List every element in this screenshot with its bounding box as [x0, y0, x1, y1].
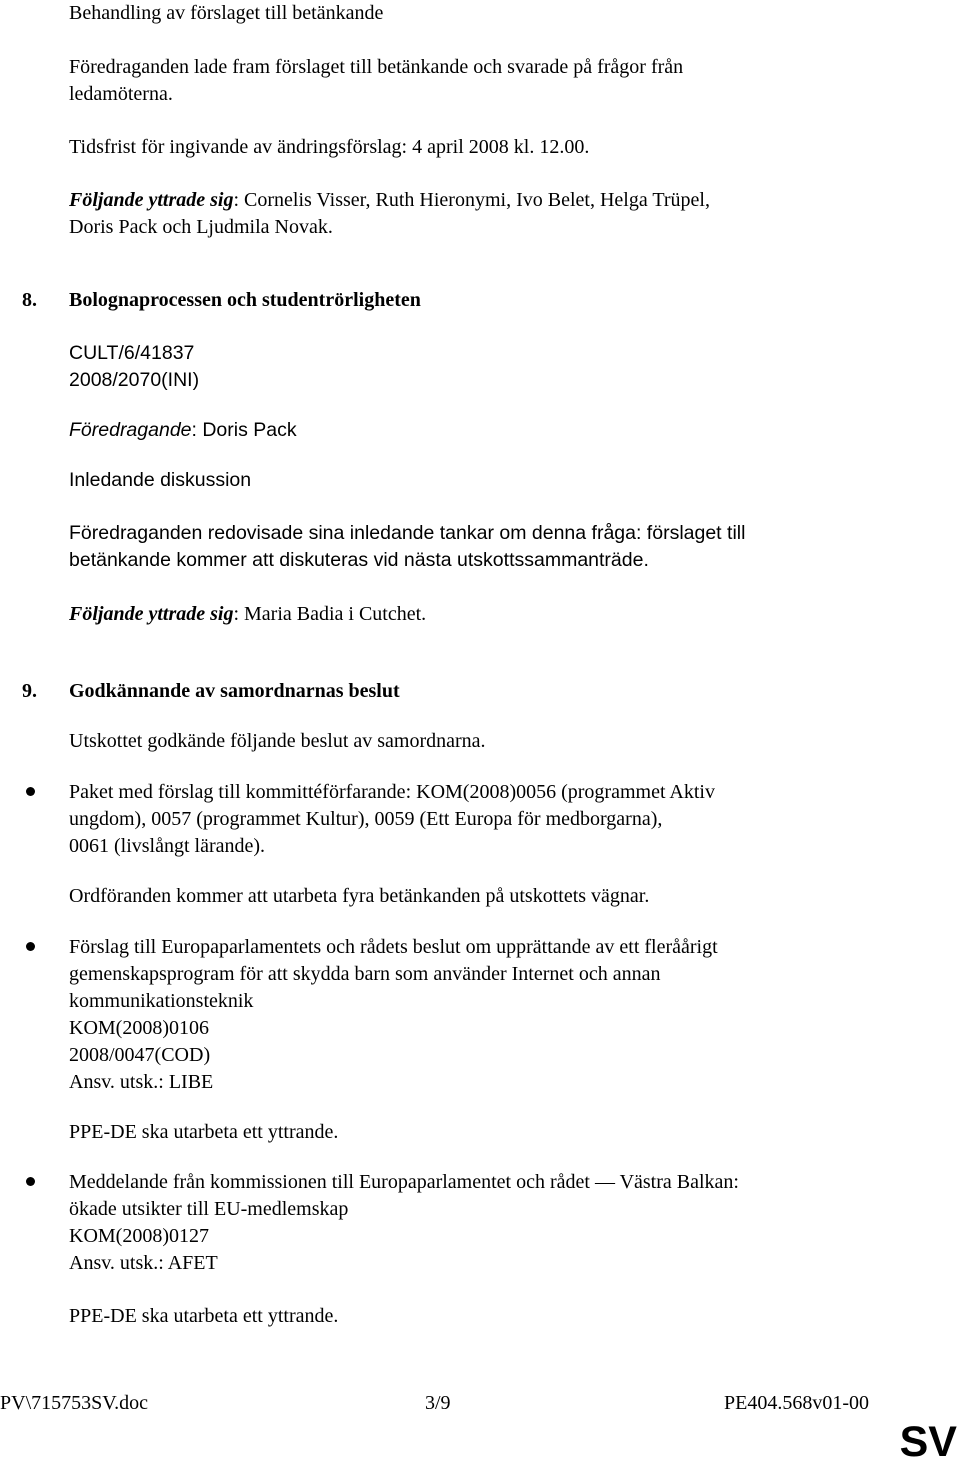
speakers-label: Följande yttrade sig — [69, 603, 234, 625]
item-number: 9. — [22, 680, 37, 702]
bullet-note: PPE-DE ska utarbeta ett yttrande. — [69, 1305, 339, 1327]
item-number: 8. — [22, 289, 37, 311]
procedure-ref: 2008/2070(INI) — [69, 369, 200, 391]
deadline-text: Tidsfrist för ingivande av ändringsförslag: 4 april 2008 kl. 12.00. — [69, 136, 590, 158]
bullet-line: ökade utsikter till EU-medlemskap — [69, 1198, 349, 1220]
paragraph-line: Föredraganden lade fram förslaget till betänkande och svarade på frågor från — [69, 56, 684, 78]
bullet-icon — [26, 787, 35, 796]
item-title: Bolognaprocessen och studentrörligheten — [69, 289, 421, 311]
stage-text: Inledande diskussion — [69, 469, 252, 491]
bullet-line: Ansv. utsk.: AFET — [69, 1252, 218, 1274]
paragraph-line: betänkande kommer att diskuteras vid nästa utskottssammanträde. — [69, 549, 649, 571]
speakers-names: : Maria Badia i Cutchet. — [233, 603, 427, 625]
item-title: Godkännande av samordnarnas beslut — [69, 680, 400, 702]
bullet-line: KOM(2008)0106 — [69, 1017, 209, 1039]
speakers-label: Följande yttrade sig — [69, 189, 234, 211]
bullet-line: ungdom), 0057 (programmet Kultur), 0059 (Ett Europa för medborgarna), — [69, 808, 663, 830]
bullet-line: 2008/0047(COD) — [69, 1044, 211, 1066]
intro-text: Utskottet godkände följande beslut av samordnarna. — [69, 730, 486, 752]
bullet-icon — [26, 1177, 35, 1186]
bullet-line: gemenskapsprogram för att skydda barn som använder Internet och annan — [69, 963, 661, 985]
bullet-line: Ansv. utsk.: LIBE — [69, 1071, 214, 1093]
bullet-note: PPE-DE ska utarbeta ett yttrande. — [69, 1121, 339, 1143]
footer-page-number: 3/9 — [425, 1392, 451, 1414]
bullet-line: KOM(2008)0127 — [69, 1225, 209, 1247]
bullet-line: 0061 (livslångt lärande). — [69, 835, 266, 857]
rapporteur-name: : Doris Pack — [191, 419, 297, 441]
paragraph-line: ledamöterna. — [69, 83, 173, 105]
bullet-line: Paket med förslag till kommittéförfarande: KOM(2008)0056 (programmet Aktiv — [69, 781, 715, 803]
footer-doc-name: PV\715753SV.doc — [0, 1392, 148, 1414]
bullet-line: kommunikationsteknik — [69, 990, 254, 1012]
bullet-line: Förslag till Europaparlamentets och rådets beslut om upprättande av ett fleråårigt — [69, 936, 718, 958]
language-badge: SV — [899, 1418, 957, 1466]
procedure-ref: CULT/6/41837 — [69, 342, 195, 364]
rapporteur-label: Föredragande — [69, 419, 192, 441]
speakers-line — [69, 187, 710, 214]
footer-doc-ref: PE404.568v01-00 — [724, 1392, 869, 1414]
speakers-line — [69, 601, 426, 628]
bullet-note: Ordföranden kommer att utarbeta fyra betänkanden på utskottets vägnar. — [69, 885, 650, 907]
speakers-names: : Cornelis Visser, Ruth Hieronymi, Ivo Belet, Helga Trüpel, — [233, 189, 710, 211]
section-heading: Behandling av förslaget till betänkande — [69, 2, 384, 24]
bullet-line: Meddelande från kommissionen till Europaparlamentet och rådet ― Västra Balkan: — [69, 1171, 739, 1193]
rapporteur-line — [69, 417, 297, 444]
speakers-names-cont: Doris Pack och Ljudmila Novak. — [69, 216, 333, 238]
bullet-icon — [26, 942, 35, 951]
paragraph-line: Föredraganden redovisade sina inledande tankar om denna fråga: förslaget till — [69, 522, 746, 544]
